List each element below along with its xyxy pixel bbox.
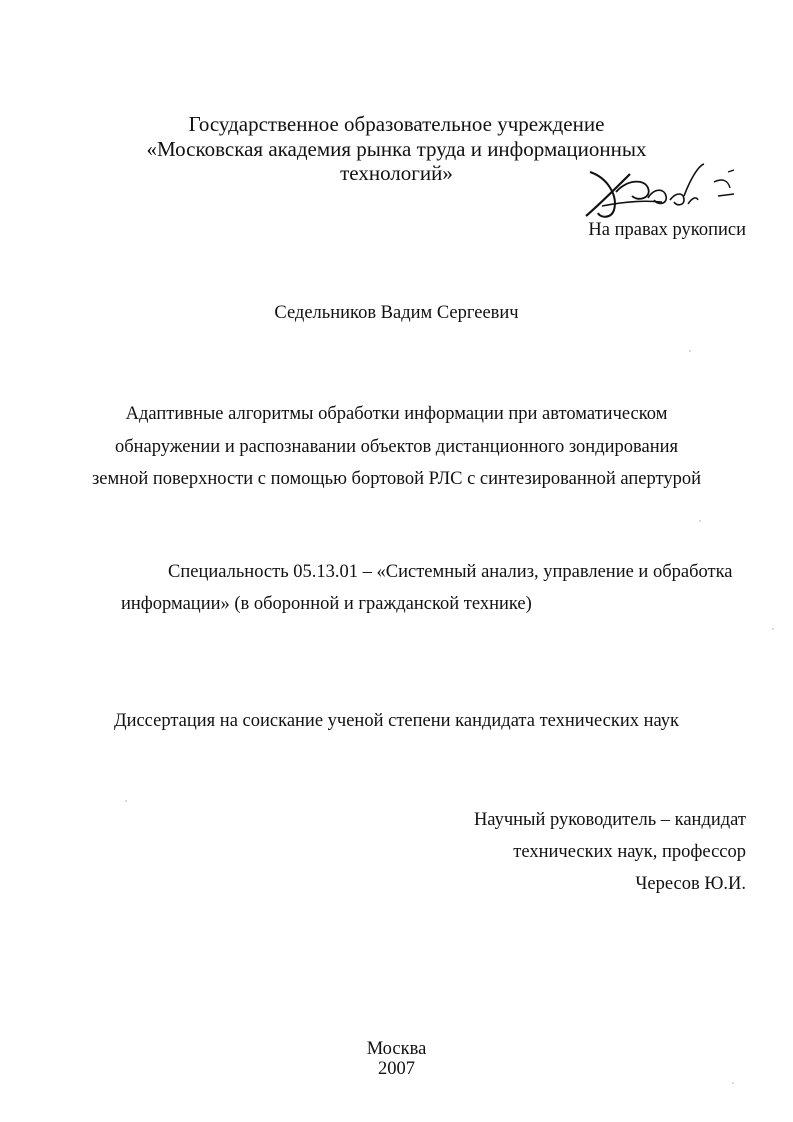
specialty-line-2: информации» (в оборонной и гражданской технике) [121, 594, 532, 614]
institution-line-2: «Московская академия рынка труда и информационных [146, 137, 647, 161]
year: 2007 [378, 1059, 415, 1079]
supervisor-line-1: Научный руководитель – кандидат [473, 810, 746, 830]
institution-line-1: Государственное образовательное учреждение [188, 112, 605, 136]
dissertation-title-line-2: обнаружении и распознавании объектов дистанционного зондирования [114, 437, 679, 457]
dissertation-title-line-1: Адаптивные алгоритмы обработки информации при автоматическом [125, 404, 668, 424]
manuscript-note: На правах рукописи [588, 220, 746, 240]
supervisor-line-2: технических наук, профессор [513, 842, 746, 862]
institution-line-3: технологий» [340, 161, 453, 185]
city: Москва [366, 1039, 427, 1059]
signature-icon [578, 158, 748, 224]
author-name: Седельников Вадим Сергеевич [274, 303, 519, 323]
scan-speck [125, 800, 127, 802]
supervisor-line-3: Чересов Ю.И. [635, 874, 746, 894]
scan-speck [689, 350, 691, 352]
scan-speck [732, 1082, 734, 1084]
dissertation-title-line-3: земной поверхности с помощью бортовой РЛС с синтезированной апертурой [91, 469, 702, 489]
scan-speck [699, 520, 701, 522]
dissertation-type: Диссертация на соискание ученой степени кандидата технических наук [113, 711, 680, 731]
specialty-line-1: Специальность 05.13.01 – «Системный анализ, управление и обработка [168, 562, 733, 582]
scan-speck [772, 628, 774, 630]
